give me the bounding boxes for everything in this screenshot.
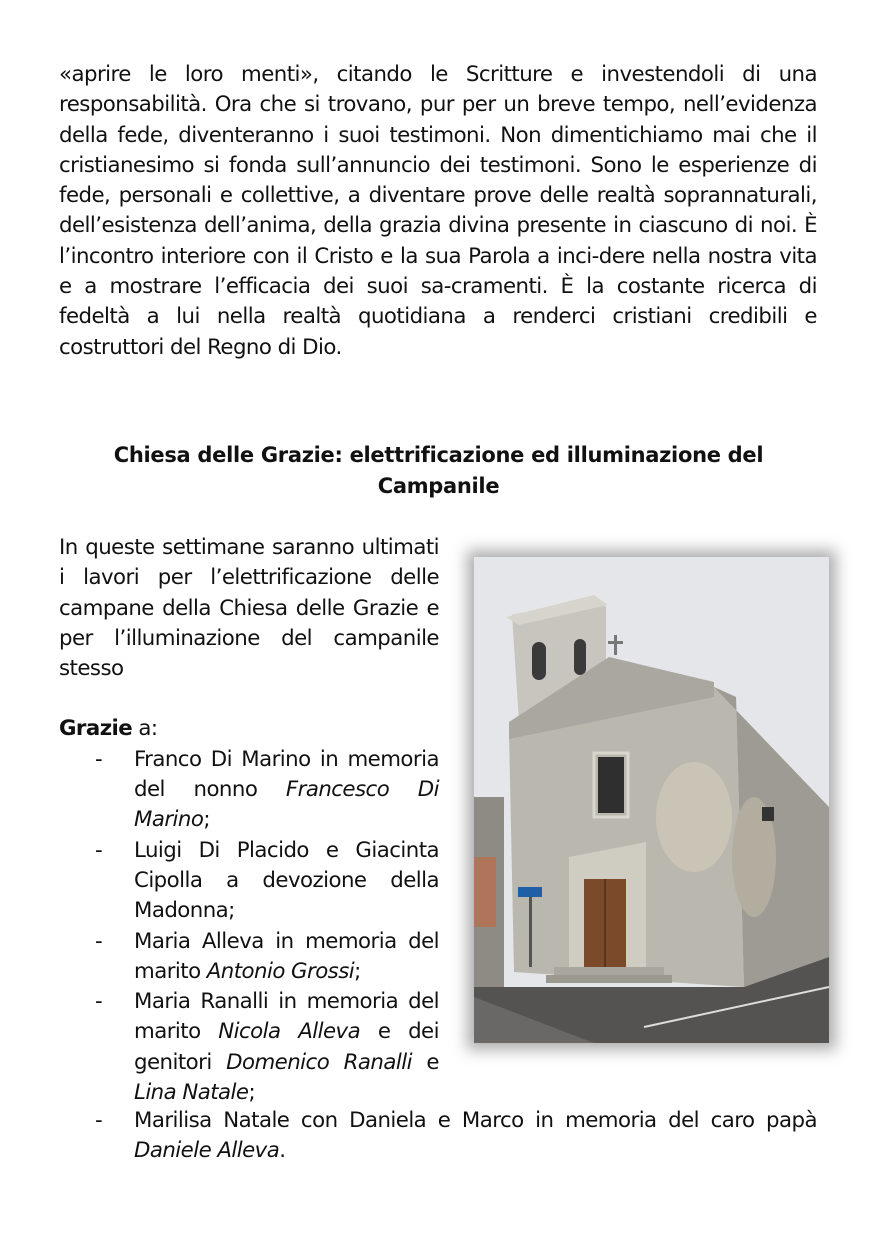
list-item: - Franco Di Marino in memoria del nonno Francesco Di Marino; bbox=[95, 746, 439, 833]
bell-window-left bbox=[532, 642, 546, 680]
list-bullet: - bbox=[95, 989, 103, 1015]
thanks-suffix: a: bbox=[132, 716, 158, 742]
list-bullet: - bbox=[95, 837, 103, 863]
list-bullet: - bbox=[95, 1108, 103, 1133]
section-body bbox=[59, 533, 439, 1108]
church-illustration bbox=[474, 557, 829, 1043]
bell-window-right bbox=[574, 639, 586, 675]
street-lamp bbox=[762, 807, 774, 821]
list-bullet: - bbox=[95, 746, 103, 772]
sign-post bbox=[529, 897, 532, 967]
intro-paragraph: «aprire le loro menti», citando le Scritture e investendoli di una responsabilità. Ora che si trovano, pur per un breve tempo, nell’evidenza della fede, diventeranno i suoi testimoni. Non dimentichiamo mai che il cristianesimo si fonda sull’annuncio dei testimoni. Sono le esperienze di fede, personali e collettive, a diventare prove delle realtà soprannaturali, dell’esistenza dell’anima, della grazia divina presente in ciascuno di noi. È l’incontro interiore con il Cristo e la sua Parola a inci-dere nella nostra vita e a mostrare l’efficacia dei suoi sa-cramenti. È la costante ricerca di fedeltà a lui nella realtà quotidiana a renderci cristiani credibili e costruttori del Regno di Dio. bbox=[59, 62, 817, 360]
list-item: - Maria Ranalli in memoria del marito Nicola Alleva e dei genitori Domenico Ranalli e Lina Natale; bbox=[95, 989, 439, 1106]
steps bbox=[554, 967, 664, 975]
facade-window bbox=[598, 757, 624, 813]
list-item: - Maria Alleva in memoria del marito Antonio Grossi; bbox=[95, 928, 439, 984]
section-paragraph: In queste settimane saranno ultimati i lavori per l’elettrificazione delle campane della Chiesa delle Grazie e per l’illuminazione del campanile stesso bbox=[59, 535, 439, 682]
section-heading: Chiesa delle Grazie: elettrificazione ed illuminazione del Campanile bbox=[113, 443, 764, 498]
list-bullet: - bbox=[95, 928, 103, 954]
church-photo bbox=[474, 557, 829, 1043]
donor-list bbox=[59, 745, 439, 1109]
cross bbox=[614, 635, 617, 655]
list-item: - Marilisa Natale con Daniela e Marco in memoria del caro papà Daniele Alleva. bbox=[95, 1108, 817, 1164]
thanks-label: Grazie bbox=[59, 716, 133, 742]
list-item: - Luigi Di Placido e Giacinta Cipolla a devozione della Madonna; bbox=[95, 837, 439, 924]
thanks-line bbox=[59, 714, 439, 744]
